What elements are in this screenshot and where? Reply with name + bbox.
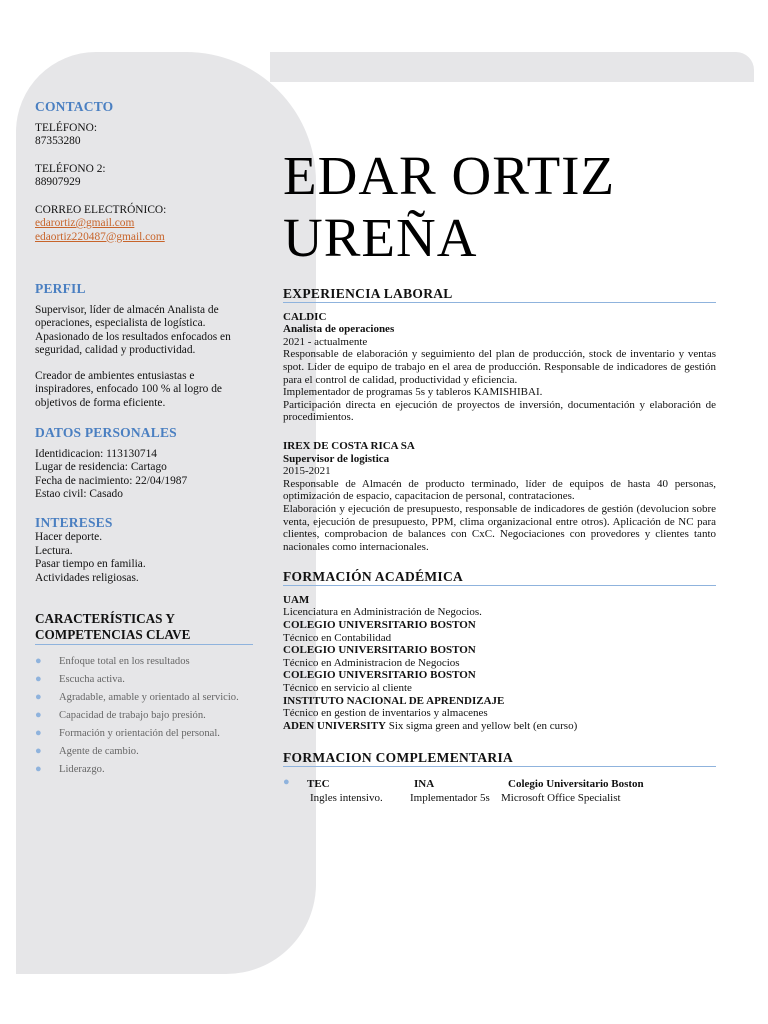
bullet-icon: ● <box>35 745 42 757</box>
complementary-col <box>307 777 383 805</box>
edu-school: COLEGIO UNIVERSITARIO BOSTON <box>283 669 476 682</box>
list-item <box>35 745 253 758</box>
complementary-detail: Ingles intensivo. <box>310 792 383 804</box>
skill-text: Agradable, amable y orientado al servicio. <box>59 692 239 703</box>
bullet-icon: ● <box>35 763 42 775</box>
complementary-row <box>283 777 716 809</box>
interests-heading: INTERESES <box>35 514 113 530</box>
phone-block <box>35 122 253 149</box>
complementary-title: Colegio Universitario Boston <box>508 778 644 790</box>
edu-last-entry <box>283 720 716 733</box>
list-item <box>35 691 253 704</box>
edu-detail: Técnico en Administracion de Negocios <box>283 656 460 669</box>
bullet-icon: ● <box>35 673 42 685</box>
key-skills-list <box>35 655 253 776</box>
complementary-title: INA <box>414 778 435 790</box>
edu-school: COLEGIO UNIVERSITARIO BOSTON <box>283 644 476 657</box>
candidate-name <box>283 145 743 269</box>
profile-paragraph-2: Creador de ambientes entusiastas e inspiradores, enfocado 100 % al logro de objetivos de forma eficiente. <box>35 369 222 409</box>
bullet-icon: ● <box>35 709 42 721</box>
job-entry <box>283 311 716 424</box>
header-band <box>270 52 754 82</box>
skill-text: Agente de cambio. <box>59 746 139 757</box>
bullet-icon: ● <box>35 727 42 739</box>
experience-heading: EXPERIENCIA LABORAL <box>283 288 716 303</box>
list-item <box>35 763 253 776</box>
personal-civil-status: Estao civil: Casado <box>35 488 123 500</box>
email-label: CORREO ELECTRÓNICO: <box>35 203 167 216</box>
complementary-title: TEC <box>307 778 330 790</box>
edu-school: UAM <box>283 593 310 606</box>
complementary-detail: Implementador 5s <box>410 792 490 804</box>
job-description: Responsable de elaboración y seguimiento del plan de producción, stock de inventario y ventas spot. Líder de equipo de trabajo en el area de producción. Responsable de indicadores de gestión para el control de calidad, productividad y eficiencia. <box>283 348 716 386</box>
email-block <box>35 204 253 245</box>
profile-paragraph-1: Supervisor, líder de almacén Analista de operaciones, especialista de logística. Apasionado de los resultados enfocados en seguridad, calidad y productividad. <box>35 303 231 356</box>
interest-item: Lectura. <box>35 544 73 557</box>
job-role: Analista de operaciones <box>283 323 395 336</box>
phone2-label: TELÉFONO 2: <box>35 162 106 175</box>
key-skills-heading: CARACTERÍSTICAS Y COMPETENCIAS CLAVE <box>35 611 253 645</box>
edu-school: INSTITUTO NACIONAL DE APRENDIZAJE <box>283 694 505 707</box>
edu-detail: Licenciatura en Administración de Negocios. <box>283 606 482 619</box>
job-company: CALDIC <box>283 310 327 323</box>
job-dates: 2015-2021 <box>283 465 331 478</box>
job-description-2: Implementador de programas 5s y tableros KAMISHIBAI. <box>283 386 543 399</box>
skill-text: Enfoque total en los resultados <box>59 656 190 667</box>
left-column <box>35 100 253 781</box>
skill-text: Capacidad de trabajo bajo presión. <box>59 710 206 721</box>
right-column <box>283 288 716 809</box>
job-company: IREX DE COSTA RICA SA <box>283 439 415 452</box>
phone2-block <box>35 163 253 190</box>
bullet-icon: ● <box>283 776 290 788</box>
edu-school: COLEGIO UNIVERSITARIO BOSTON <box>283 619 476 632</box>
list-item <box>35 727 253 740</box>
bullet-icon: ● <box>35 691 42 703</box>
interest-item: Actividades religiosas. <box>35 571 139 584</box>
list-item <box>35 655 253 668</box>
complementary-col <box>410 777 490 805</box>
personal-residence: Lugar de residencia: Cartago <box>35 461 167 473</box>
skill-text: Formación y orientación del personal. <box>59 728 220 739</box>
job-description-3: Participación directa en ejecución de proyectos de inversión, documentación y elaboración de procedimientos. <box>283 398 716 424</box>
skill-text: Liderazgo. <box>59 764 105 775</box>
complementary-col <box>501 777 644 805</box>
job-description: Responsable de Almacén de producto terminado, líder de equipos de hasta 40 personas, optimización de espacio, capacitacion de personal, contrataciones. <box>283 477 716 503</box>
personal-heading: DATOS PERSONALES <box>35 425 177 440</box>
email-link-2[interactable]: edaortiz220487@gmail.com <box>35 230 165 243</box>
edu-detail: Six sigma green and yellow belt (en curso) <box>386 719 578 732</box>
phone-label: TELÉFONO: <box>35 121 98 134</box>
list-item <box>35 709 253 722</box>
job-role: Supervisor de logistica <box>283 452 390 465</box>
list-item <box>35 673 253 686</box>
phone2-value: 88907929 <box>35 176 81 188</box>
education-heading: FORMACIÓN ACADÉMICA <box>283 571 716 586</box>
bullet-icon: ● <box>35 655 42 667</box>
personal-birthdate: Fecha de nacimiento: 22/04/1987 <box>35 474 188 487</box>
email-link-1[interactable]: edarortiz@gmail.com <box>35 217 135 229</box>
skill-text: Escucha activa. <box>59 674 125 685</box>
job-entry <box>283 440 716 553</box>
edu-school: ADEN UNIVERSITY <box>283 719 386 732</box>
job-description-2: Elaboración y ejecución de presupuesto, responsable de indicadores de gestión (devolucion sobre venta, ejecución de presupuesto, PPM, clima organizacional entre otros). Aplicación de NC para clientes, comprobacion de balances con CxC. Negociaciones con provedores y clientes tanto nacionales como internacionales. <box>283 502 716 553</box>
edu-detail: Técnico en servicio al cliente <box>283 682 412 695</box>
interest-item: Pasar tiempo en familia. <box>35 558 146 570</box>
complementary-heading: FORMACION COMPLEMENTARIA <box>283 752 716 767</box>
name-line-2: UREÑA <box>283 207 478 268</box>
name-line-1: EDAR ORTIZ <box>283 145 616 206</box>
interest-item: Hacer deporte. <box>35 531 103 543</box>
edu-detail: Técnico en Contabilidad <box>283 631 392 644</box>
edu-detail: Técnico en gestion de inventarios y almacenes <box>283 707 488 720</box>
contact-heading: CONTACTO <box>35 99 114 114</box>
complementary-detail: Microsoft Office Specialist <box>501 792 621 804</box>
phone-value: 87353280 <box>35 135 81 147</box>
job-dates: 2021 - actualmente <box>283 335 368 348</box>
profile-heading: PERFIL <box>35 281 86 296</box>
personal-id: Identidicacion: 113130714 <box>35 447 157 460</box>
